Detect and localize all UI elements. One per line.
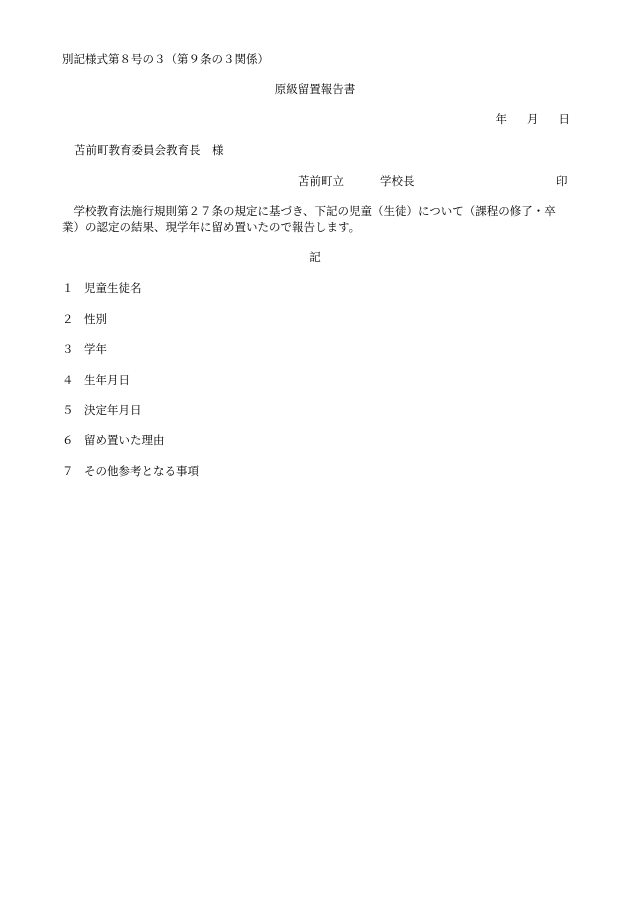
list-item	[62, 373, 130, 389]
item-number: ５	[62, 403, 74, 417]
list-item	[62, 281, 142, 297]
sender-principal: 学校長	[380, 174, 415, 188]
ki-heading: 記	[309, 250, 321, 264]
document-title: 原級留置報告書	[274, 82, 356, 96]
list-item	[62, 403, 142, 419]
item-label: 留め置いた理由	[84, 433, 165, 447]
item-number: ７	[62, 464, 74, 478]
item-label: 生年月日	[84, 373, 130, 387]
addressee: 苫前町教育委員会教育長 様	[74, 143, 224, 157]
item-label: 学年	[84, 342, 107, 356]
item-label: 決定年月日	[84, 403, 142, 417]
body-text: 学校教育法施行規則第２７条の規定に基づき、下記の児童（生徒）について（課程の修了・卒業）の認定の結果、現学年に留め置いたので報告します。	[62, 204, 556, 235]
item-label: 性別	[84, 312, 107, 326]
item-number: ３	[62, 342, 74, 356]
item-number: １	[62, 281, 74, 295]
date-line	[496, 112, 571, 128]
list-item	[62, 342, 107, 358]
list-item	[62, 433, 165, 449]
date-month-label: 月	[527, 112, 539, 126]
item-number: ６	[62, 433, 74, 447]
date-year-label: 年	[495, 112, 507, 126]
list-item	[62, 464, 199, 480]
list-item	[62, 312, 107, 328]
item-label: その他参考となる事項	[84, 464, 199, 478]
sender-seal: 印	[556, 174, 568, 188]
item-label: 児童生徒名	[84, 281, 142, 295]
date-day-label: 日	[558, 112, 570, 126]
item-number: ４	[62, 373, 74, 387]
item-number: ２	[62, 312, 74, 326]
form-reference: 別記様式第８号の３（第９条の３関係）	[62, 52, 269, 66]
sender-school: 苫前町立	[298, 174, 344, 188]
